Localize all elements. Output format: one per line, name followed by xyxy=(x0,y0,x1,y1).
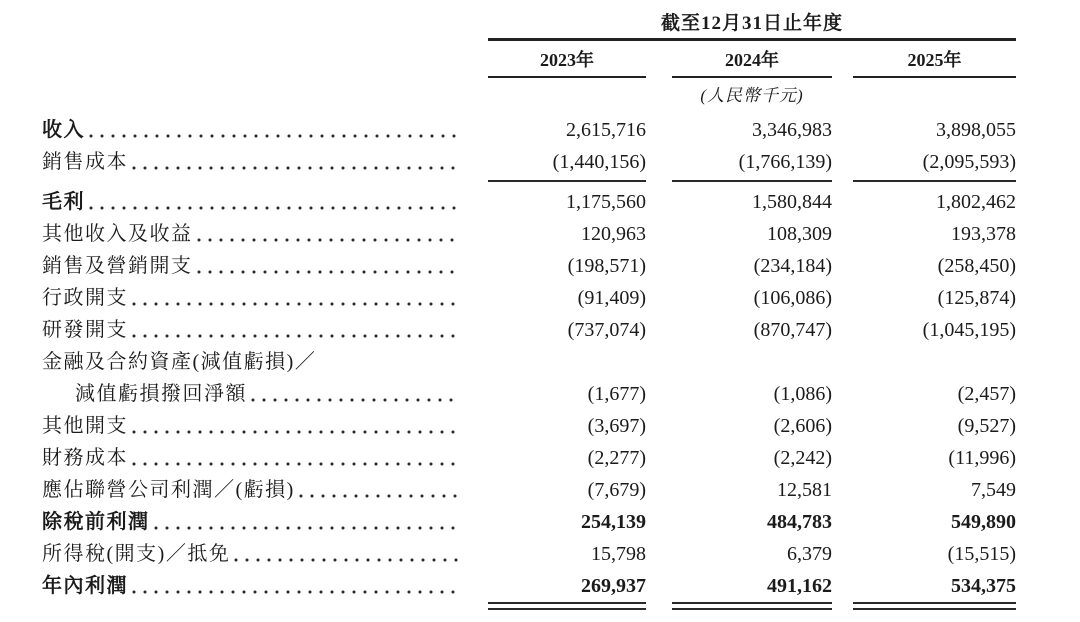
value-2023: 269,937 xyxy=(581,575,646,597)
year-label-2024: 2024年 xyxy=(725,50,779,70)
table-row-profit-before-tax xyxy=(42,506,1016,538)
row-label: 財務成本 xyxy=(42,442,488,474)
table-row-income-tax xyxy=(42,538,1016,570)
value-2024: 491,162 xyxy=(767,575,832,597)
value-2025: 3,898,055 xyxy=(936,119,1016,141)
year-label-2023: 2023年 xyxy=(540,50,594,70)
row-label: 所得稅(開支)／抵免 xyxy=(42,538,488,570)
value-2024: (234,184) xyxy=(753,255,832,277)
period-title: 截至12月31日止年度 xyxy=(660,13,843,34)
value-2023: (737,074) xyxy=(567,319,646,341)
table-row-selling-marketing-expenses xyxy=(42,250,1016,282)
table-row-administrative-expenses xyxy=(42,282,1016,314)
row-label: 行政開支 xyxy=(42,282,488,314)
value-2025: 534,375 xyxy=(951,575,1016,597)
value-2023: (198,571) xyxy=(567,255,646,277)
row-label: 其他收入及收益 xyxy=(42,218,488,250)
dot-leader xyxy=(299,494,460,498)
value-2024: 484,783 xyxy=(767,511,832,533)
row-label: 應佔聯營公司利潤／(虧損) xyxy=(42,474,488,506)
year-label-2025: 2025年 xyxy=(907,50,962,70)
value-2024 xyxy=(672,346,832,378)
year-rule-2024 xyxy=(672,76,832,78)
value-2024: (106,086) xyxy=(753,287,832,309)
value-2023: 15,798 xyxy=(591,543,646,565)
dot-leader xyxy=(154,526,461,530)
table-row-finance-costs xyxy=(42,442,1016,474)
rule-2023 xyxy=(488,180,646,182)
value-2024: 6,379 xyxy=(787,543,832,565)
rule-2025 xyxy=(853,180,1016,182)
row-label: 除稅前利潤 xyxy=(42,506,488,538)
row-label: 研發開支 xyxy=(42,314,488,346)
year-column-2025 xyxy=(853,41,1016,78)
row-label: 毛利 xyxy=(42,186,488,218)
header-span xyxy=(488,12,1016,114)
value-2023: (1,677) xyxy=(587,383,646,405)
dot-leader xyxy=(234,558,460,562)
value-2023 xyxy=(488,346,646,378)
value-2025: (258,450) xyxy=(937,255,1016,277)
table-row-impairment-line1 xyxy=(42,346,1016,378)
value-2025: 1,802,462 xyxy=(936,191,1016,213)
row-label: 減值虧損撥回淨額 xyxy=(42,378,488,410)
year-rule-2025 xyxy=(853,76,1016,78)
table-row-cost-of-sales xyxy=(42,146,1016,178)
double-rule-2024 xyxy=(672,602,832,610)
rule-2024 xyxy=(672,180,832,182)
table-row-rd-expenses xyxy=(42,314,1016,346)
dot-leader xyxy=(132,430,460,434)
row-label: 收入 xyxy=(42,114,488,146)
value-2025: (2,095,593) xyxy=(922,151,1016,173)
dot-leader xyxy=(132,334,460,338)
value-2023: (91,409) xyxy=(577,287,646,309)
value-2023: 120,963 xyxy=(581,223,646,245)
total-double-rule xyxy=(42,602,1016,612)
value-2023: (7,679) xyxy=(587,479,646,501)
year-rule-2023 xyxy=(488,76,646,78)
year-columns xyxy=(488,41,1016,78)
value-2024: (870,747) xyxy=(753,319,832,341)
dot-leader xyxy=(251,398,460,402)
value-2024: (1,766,139) xyxy=(738,151,832,173)
dot-leader xyxy=(132,166,460,170)
table-header xyxy=(42,12,1016,114)
value-2025: 193,378 xyxy=(951,223,1016,245)
table-row-revenue xyxy=(42,114,1016,146)
value-2024: (2,242) xyxy=(773,447,832,469)
table-row-share-of-associates xyxy=(42,474,1016,506)
value-2024: 3,346,983 xyxy=(752,119,832,141)
value-2023: 2,615,716 xyxy=(566,119,646,141)
value-2023: (3,697) xyxy=(587,415,646,437)
dot-leader xyxy=(89,206,460,210)
value-2025: (11,996) xyxy=(948,447,1016,469)
value-2025: 549,890 xyxy=(951,511,1016,533)
currency-unit-note: (人民幣千元) xyxy=(700,86,804,105)
value-2025: (15,515) xyxy=(947,543,1016,565)
table-row-profit-for-the-year xyxy=(42,570,1016,602)
table-row-other-income xyxy=(42,218,1016,250)
table-row-impairment-line2 xyxy=(42,378,1016,410)
row-label: 銷售及營銷開支 xyxy=(42,250,488,282)
dot-leader xyxy=(132,302,460,306)
year-column-2023 xyxy=(488,41,646,78)
value-2023: (1,440,156) xyxy=(552,151,646,173)
value-2025: (125,874) xyxy=(937,287,1016,309)
dot-leader xyxy=(132,462,460,466)
value-2025: (1,045,195) xyxy=(922,319,1016,341)
value-2025 xyxy=(853,346,1016,378)
value-2024: 1,580,844 xyxy=(752,191,832,213)
table-row-gross-profit xyxy=(42,186,1016,218)
value-2025: 7,549 xyxy=(971,479,1016,501)
dot-leader xyxy=(197,238,461,242)
row-label: 其他開支 xyxy=(42,410,488,442)
dot-leader xyxy=(132,590,460,594)
table-row-other-expenses xyxy=(42,410,1016,442)
row-label: 年內利潤 xyxy=(42,570,488,602)
value-2025: (9,527) xyxy=(957,415,1016,437)
subtotal-rule xyxy=(42,178,1016,186)
value-2023: 1,175,560 xyxy=(566,191,646,213)
row-label: 銷售成本 xyxy=(42,146,488,178)
double-rule-2023 xyxy=(488,602,646,610)
value-2023: 254,139 xyxy=(581,511,646,533)
value-2023: (2,277) xyxy=(587,447,646,469)
value-2025: (2,457) xyxy=(957,383,1016,405)
value-2024: 12,581 xyxy=(777,479,832,501)
value-2024: (2,606) xyxy=(773,415,832,437)
value-2024: (1,086) xyxy=(773,383,832,405)
row-label: 金融及合約資產(減值虧損)／ xyxy=(42,351,317,373)
dot-leader xyxy=(89,134,460,138)
dot-leader xyxy=(197,270,461,274)
value-2024: 108,309 xyxy=(767,223,832,245)
double-rule-2025 xyxy=(853,602,1016,610)
year-column-2024 xyxy=(672,41,832,78)
